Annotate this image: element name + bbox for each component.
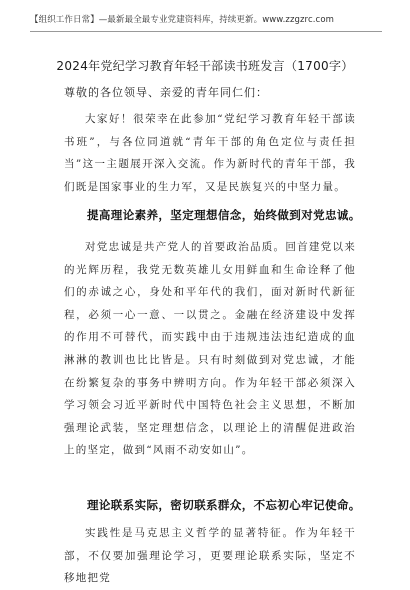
paragraph-intro: 大家好！很荣幸在此参加“党纪学习教育年轻干部读书班”，与各位同道就“青年干部的角色定位与责任担当”这一主题展开深入交流。作为新时代的青年干部，我们既是国家事业的生力军，又是民族复兴的中坚力量。 bbox=[64, 113, 356, 193]
section-heading-1: 提高理论素养，坚定理想信念，始终做到对党忠诚。 bbox=[87, 208, 361, 222]
document-title: 2024年党纪学习教育年轻干部读书班发言（1700字） bbox=[56, 59, 354, 73]
salutation: 尊敬的各位领导、亲爱的青年同仁们： bbox=[64, 86, 268, 99]
paragraph-practice: 实践性是马克思主义哲学的显著特征。作为年轻干部，不仅要加强理论学习，更要理论联系实际，坚定不移地把党 bbox=[64, 527, 356, 585]
section-heading-2: 理论联系实际，密切联系群众，不忘初心牢记使命。 bbox=[87, 498, 361, 512]
header-divider bbox=[30, 31, 382, 32]
paragraph-loyalty: 对党忠诚是共产党人的首要政治品质。回首建党以来的光辉历程，我党无数英雄儿女用鲜血和生命诠释了他们的赤诚之心，身处和平年代的我们，面对新时代新征程，必须一心一意、一以贯之。金融在经济建设中发挥的作用不可替代，而实践中由于违规违法违纪造成的血淋淋的教训也比比皆是。只有时刻做到对党忠诚，才能在纷繁复杂的事务中辨明方向。作为年轻干部必须深入学习领会习近平新时代中国特色社会主义思想，不断加强理论武装，坚定理想信念，以理论上的清醒促进政治上的坚定，做到“风雨不动安如山”。 bbox=[64, 241, 356, 457]
header-note: 【组织工作日常】—最新最全最专业党建资料库，持续更新。www.zzgzrc.com bbox=[30, 15, 334, 25]
